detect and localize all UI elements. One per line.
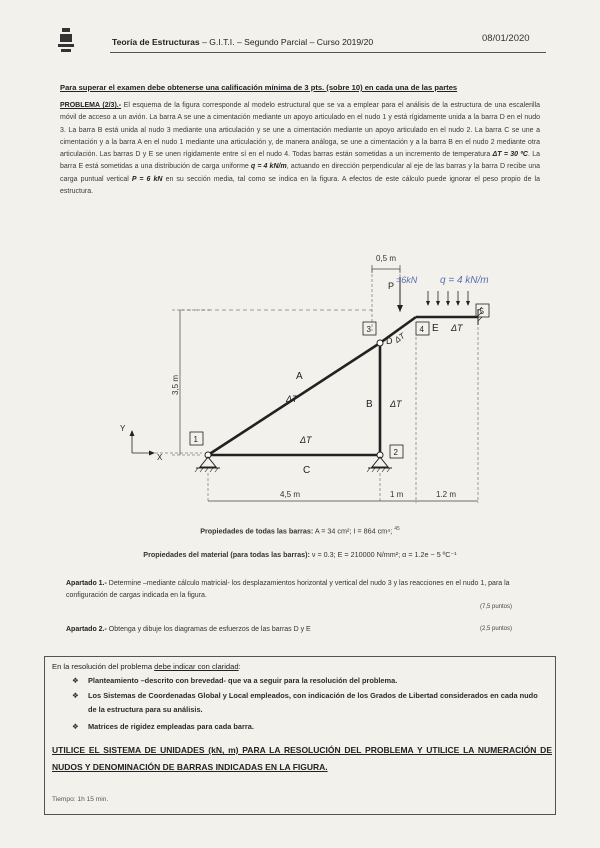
svg-text:1: 1 xyxy=(193,435,198,444)
apartado-2: Apartado 2.- Obtenga y dibuje los diagramas de esfuerzos de las barras D y E xyxy=(66,626,311,633)
hinge-node-3 xyxy=(377,340,383,346)
material-properties: Propiedades del material (para todas las barras): ν = 0.3; E = 210000 N/mm²; α = 1.2e − 5 ºC⁻¹ xyxy=(143,550,457,559)
global-axes-icon xyxy=(130,430,203,456)
node-label-1 xyxy=(190,432,203,445)
node-label-2 xyxy=(390,445,403,458)
svg-text:4: 4 xyxy=(419,325,424,334)
dt-label-C: ΔT xyxy=(300,435,312,445)
diamond-bullet-icon: ❖ xyxy=(72,691,79,700)
handwritten-q-note: q = 4 kN/m xyxy=(440,275,489,286)
units-notice: UTILICE EL SISTEMA DE UNIDADES (kN, m) PARA LA RESOLUCIÓN DEL PROBLEMA Y UTILICE LA NUMERACIÓN DE NUDOS Y DENOMINACIÓN DE BARRAS INDICADAS EN LA FIGURA. xyxy=(52,745,552,772)
instruction-item: ❖ Los Sistemas de Coordenadas Global y Local empleados, con indicación de los Grados de Libertad considerados en cada nudo de la estructura para su análisis. xyxy=(72,691,538,714)
bar-label-E: E xyxy=(432,323,439,334)
header-divider xyxy=(110,52,546,53)
apartado-1-points: (7,5 puntos) xyxy=(480,604,513,610)
node-label-3 xyxy=(363,322,376,335)
header-title: Teoría de Estructuras – G.I.T.I. – Segundo Parcial – Curso 2019/20 xyxy=(112,37,374,47)
instructions-intro: En la resolución del problema debe indicar con claridad: xyxy=(52,662,241,671)
diamond-bullet-icon: ❖ xyxy=(72,722,79,731)
axis-y-label: Y xyxy=(120,424,126,433)
dim-bottom-12: 1.2 m xyxy=(436,490,457,499)
instruction-item: ❖ Matrices de rigidez empleadas para cada barra. xyxy=(88,720,254,734)
support-node-1 xyxy=(195,457,220,472)
node-label-4 xyxy=(416,322,429,335)
support-node-2 xyxy=(367,457,392,472)
bar-properties: Propiedades de todas las barras: A = 34 cm²; I = 864 cm⁴; $^{45}$ xyxy=(200,526,400,536)
load-P-arrowhead xyxy=(397,305,403,312)
structure-figure xyxy=(110,245,520,510)
diamond-bullet-icon: ❖ xyxy=(72,676,79,685)
dt-label-A: ΔT xyxy=(286,394,298,404)
apartado-1: Apartado 1.- Determine –mediante cálculo matricial- los desplazamientos horizontal y vertical del nudo 3 y las reacciones en el nudo 1, para la configuración de cargas indicada en la figura. xyxy=(66,580,510,599)
university-logo-icon xyxy=(58,28,74,54)
apartado-2-points: (2,5 puntos) xyxy=(480,626,513,632)
svg-text:2: 2 xyxy=(393,448,398,457)
dt-label-E: ΔT xyxy=(451,323,463,333)
dim-height-label: 3,5 m xyxy=(171,374,180,395)
header-date: 08/01/2020 xyxy=(482,33,530,44)
bar-label-A: A xyxy=(296,371,303,382)
bar-label-B: B xyxy=(366,399,373,410)
bar-label-D: D xyxy=(386,336,393,346)
dim-bottom-45: 4,5 m xyxy=(280,490,301,499)
handwritten-P-note: =6kN xyxy=(396,275,418,285)
axis-x-label: X xyxy=(157,453,163,462)
dt-label-D: ΔT xyxy=(392,331,407,345)
exam-time: Tiempo: 1h 15 min. xyxy=(52,796,109,803)
dt-label-B: ΔT xyxy=(390,399,402,409)
dim-top-label: 0,5 m xyxy=(376,254,397,263)
bar-label-C: C xyxy=(303,465,311,476)
svg-text:3: 3 xyxy=(366,325,371,334)
svg-text:5: 5 xyxy=(479,307,484,316)
load-P-label: P xyxy=(388,281,395,291)
handwritten-area-note: 45 xyxy=(394,526,400,532)
dim-bottom-1: 1 m xyxy=(390,490,404,499)
problem-statement: PROBLEMA (2/3).- El esquema de la figura corresponde al modelo estructural que se va a emplear para el análisis de la estructura de una escalerilla móvil de acceso a un avión. La barra A se une a cimentación mediante un apoyo articulado en el nudo 1 y está rígidamente unida a la barra D en el nudo 3. La barra B está unida al nudo 3 mediante una articulación y se une a cimentación mediante un apoyo articulado en el nudo 2. La barra C se une a cimentación y a la barra A en el nudo 1 mediante una articulación y, de manera análoga, se une a cimentación y a la barra B en el nudo 2 mediante otra articulación. Las barras D y E se unen rígidamente entre sí en el nudo 4. Todas barras están sometidas a un incremento de temperatura ΔT = 30 ºC. La barra E está sometidas a una distribución de carga uniforme q = 4 kN/m, actuando en dirección perpendicular al eje de las barras y la barra D recibe una carga puntual vertical P = 6 kN en su sección media, tal como se indica en la figura. A efectos de este cálculo puede ignorar el peso propio de la estructura. xyxy=(60,102,541,196)
instruction-item: ❖ Planteamiento –descrito con brevedad- que va a seguir para la resolución del problema. xyxy=(88,674,397,688)
minimum-grade-requirement: Para superar el examen debe obtenerse una calificación mínima de 3 pts. (sobre 10) en cada una de las partes xyxy=(60,83,458,92)
problem-title: PROBLEMA (2/3).- xyxy=(60,102,122,109)
